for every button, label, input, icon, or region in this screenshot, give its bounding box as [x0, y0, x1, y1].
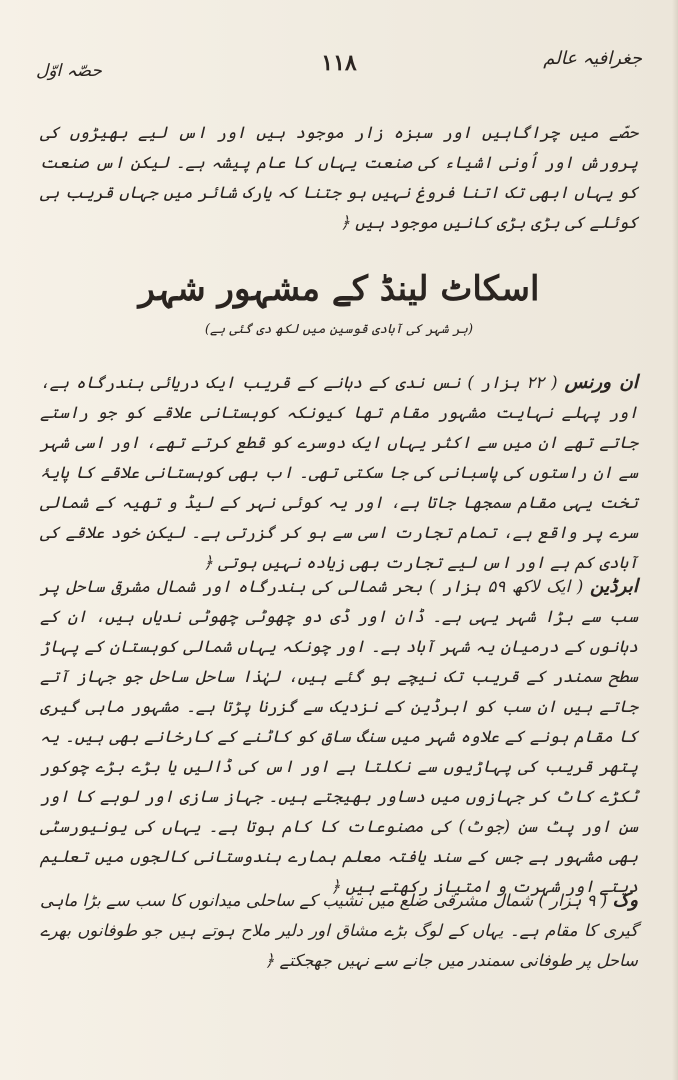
page-header	[36, 48, 642, 88]
page-number: ۱۱۸	[321, 50, 357, 76]
part-label: حصّہ اوّل	[36, 61, 102, 81]
city-name: ابرڈین	[590, 576, 639, 597]
paragraph-inverness	[40, 368, 638, 578]
page-edge-shadow	[672, 0, 678, 1080]
city-name: وک	[612, 890, 639, 911]
section-title: اسکاٹ لینڈ کے مشہور شہر	[138, 269, 540, 309]
paragraph-text: ( ایک لاکھ ۵۹ ہزار ) بحر شمالی کی بندرگاہ اور شمال مشرقی ساحل پر سب سے بڑا شہر یہی ہے۔ ڈان اور ڈی دو چھوٹی چھوٹی ندیاں ہیں، ان کے دہانوں کے درمیان یہ شہر آباد ہے۔ اور چونکہ یہاں شمالی کوہستان کے پہاڑ سطح سمندر کے قریب تک نیچے ہو گئے ہیں، لہٰذا ساحل ساحل جو جہاز آتے جاتے ہیں ان سب کو ابرڈین کے نزدیک سے گزرنا پڑتا ہے۔ مشہور ماہی گیری کا مقام ہونے کے علاوہ شہر میں سنگ ساق کو کاٹنے کے کارخانے بھی ہیں۔ یہ پتھر قریب کی پہاڑیوں سے نکلتا ہے اور اس کی ڈالیں یا بڑے بڑے چوکور ٹکڑے کاٹ کر جہازوں میں دساور بھیجتے ہیں۔ جہاز سازی اور لوہے کا اور سن اور پٹ سن (جوٹ) کی مصنوعات کا کام ہوتا ہے۔ یہاں کی یونیورسٹی بھی مشہور ہے جس کے سند یافتہ معلم ہمارے ہندوستانی کالجوں میں تعلیم دیتے اور شہرت و امتیاز رکھتے ہیں ﴿	[40, 577, 638, 896]
city-name: ان ورنس	[564, 372, 638, 393]
paragraph-text: ( ۲۲ ہزار ) نس ندی کے دہانے کے قریب ایک دریائی بندرگاہ ہے، اور پہلے نہایت مشہور مقام تھا کیونکہ کوہستانی علاقے کو جو راستے جاتے تھے ان میں سے اکثر یہاں ایک دوسرے کو قطع کرتے تھے، اور اسی شہر سے ان راستوں کی پاسبانی کی جا سکتی تھی۔ اب بھی کوہستانی علاقے کا پایۂ تخت یہی مقام سمجھا جاتا ہے، اور یہ کوئی نہر کے لیڈ و تھیہ کے شمالی سرے پر واقع ہے، تمام تجارت اسی سے ہو کر گزرتی ہے۔ لیکن خود علاقے کی آبادی کم ہے اور اس لیے تجارت بھی زیادہ نہیں ہوتی ﴿	[40, 373, 638, 572]
paragraph-text: ( ۹ ہزار ) شمال مشرقی ضلع میں نشیب کے ساحلی میدانوں کا سب سے بڑا ماہی گیری کا مقام ہے۔ یہاں کے لوگ بڑے مشاق اور دلیر ملاح ہوتے ہیں جو طوفانوں بھرے ساحل پر طوفانی سمندر میں جانے سے نہیں جھجکتے ﴿	[40, 891, 638, 970]
section-note: (ہر شہر کی آبادی قوسین میں لکھ دی گئی ہے)	[204, 322, 474, 337]
paragraph-aberdeen	[40, 572, 638, 902]
intro-text: حصّے میں چراگاہیں اور سبزہ زار موجود ہیں اور اس لیے بھیڑوں کی پرورش اور اُونی اشیاء کی صنعت یہاں کا عام پیشہ ہے۔ لیکن اس صنعت کو یہاں ابھی تک اتنا فروغ نہیں ہو جتنا کہ یارک شائر میں جہاں قریب ہی کوئلے کی بڑی بڑی کانیں موجود ہیں ﴿	[40, 123, 638, 232]
running-title: جغرافیہ عالم	[543, 48, 642, 69]
intro-paragraph	[40, 118, 638, 238]
paragraph-wick	[40, 886, 638, 976]
